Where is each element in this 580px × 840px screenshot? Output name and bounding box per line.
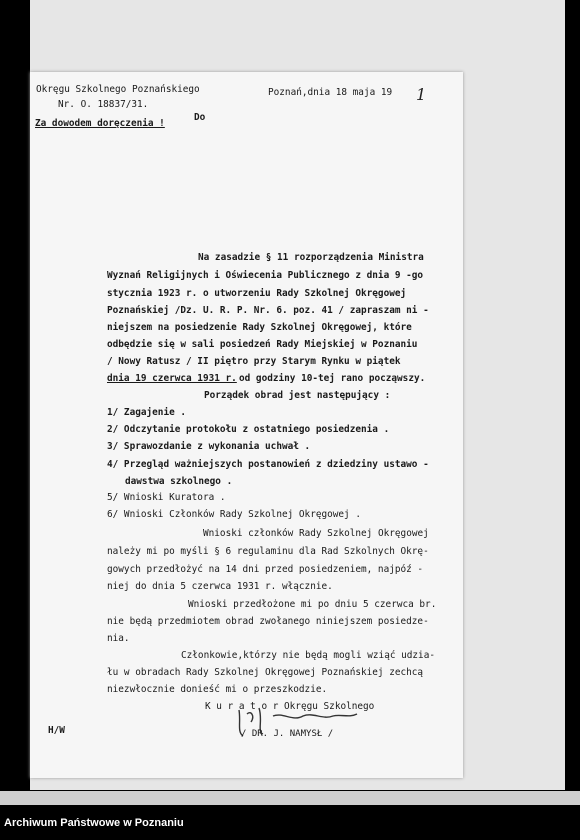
intro-line: / Nowy Ratusz / II piętro przy Starym Rynku w piątek: [107, 356, 401, 367]
paragraph-line: niezwłocznie donieść mi o przeszkodzie.: [107, 684, 328, 695]
paragraph-line: gowych przedłożyć na 14 dni przed posiedzeniem, najpóź -: [107, 564, 424, 575]
agenda-item: 4/ Przegląd ważniejszych postanowień z dziedziny ustawo -: [107, 459, 429, 470]
archive-name: Archiwum Państwowe w Poznaniu: [4, 817, 184, 829]
meeting-date: dnia 19 czerwca 1931 r.: [107, 373, 237, 384]
paragraph-line: Wnioski członków Rady Szkolnej Okręgowej: [203, 528, 429, 539]
agenda-item: 3/ Sprawozdanie z wykonania uchwał .: [107, 441, 311, 452]
paragraph-line: nie będą przedmiotem obrad zwołanego niniejszem posiedze-: [107, 616, 429, 627]
intro-line: Poznańskiej /Dz. U. R. P. Nr. 6. poz. 41 / zapraszam ni -: [107, 305, 429, 316]
agenda-item: 1/ Zagajenie .: [107, 407, 187, 418]
typist-initials: H/W: [48, 725, 65, 736]
reference-number: Nr. O. 18837/31.: [58, 99, 149, 110]
agenda-title: Porządek obrad jest następujący :: [204, 390, 391, 401]
intro-line: stycznia 1923 r. o utworzeniu Rady Szkolnej Okręgowej: [107, 288, 407, 299]
agenda-item: 5/ Wnioski Kuratora .: [107, 492, 226, 503]
agenda-item: 2/ Odczytanie protokołu z ostatniego posiedzenia .: [107, 424, 390, 435]
intro-line: odbędzie się w sali posiedzeń Rady Miejskiej w Poznaniu: [107, 339, 418, 350]
agenda-item: 6/ Wnioski Członków Rady Szkolnej Okręgowej .: [107, 509, 361, 520]
intro-line: niejszem na posiedzenie Rady Szkolnej Okręgowej, które: [107, 322, 412, 333]
signatory-title: K u r a t o r Okręgu Szkolnego: [205, 701, 375, 712]
page-edge: [0, 791, 580, 805]
intro-line: Na zasadzie § 11 rozporządzenia Ministra: [198, 252, 424, 263]
handwritten-number: 1: [416, 85, 427, 104]
paragraph-line: Członkowie,którzy nie będą mogli wziąć udzia-: [181, 650, 435, 661]
paragraph-line: należy mi po myśli § 6 regulaminu dla Rad Szkolnych Okrę-: [107, 546, 429, 557]
paragraph-line: niej do dnia 5 czerwca 1931 r. włącznie.: [107, 581, 333, 592]
meeting-time: od godziny 10-tej rano począwszy.: [239, 373, 426, 384]
addressee-label: Do: [194, 112, 206, 123]
agenda-item: dawstwa szkolnego .: [125, 476, 233, 487]
place-date: Poznań,dnia 18 maja 19: [268, 87, 393, 98]
delivery-note: Za dowodem doręczenia !: [35, 118, 165, 129]
paragraph-line: nia.: [107, 633, 130, 644]
signatory-name: / DR. J. NAMYSŁ /: [241, 729, 334, 739]
archive-footer: [0, 805, 580, 840]
office-name: Okręgu Szkolnego Poznańskiego: [36, 84, 200, 95]
paragraph-line: łu w obradach Rady Szkolnej Okręgowej Poznańskiej zechcą: [107, 667, 424, 678]
paragraph-line: Wnioski przedłożone mi po dniu 5 czerwca br.: [188, 599, 437, 610]
intro-line: Wyznań Religijnych i Oświecenia Publicznego z dnia 9 -go: [107, 270, 424, 281]
